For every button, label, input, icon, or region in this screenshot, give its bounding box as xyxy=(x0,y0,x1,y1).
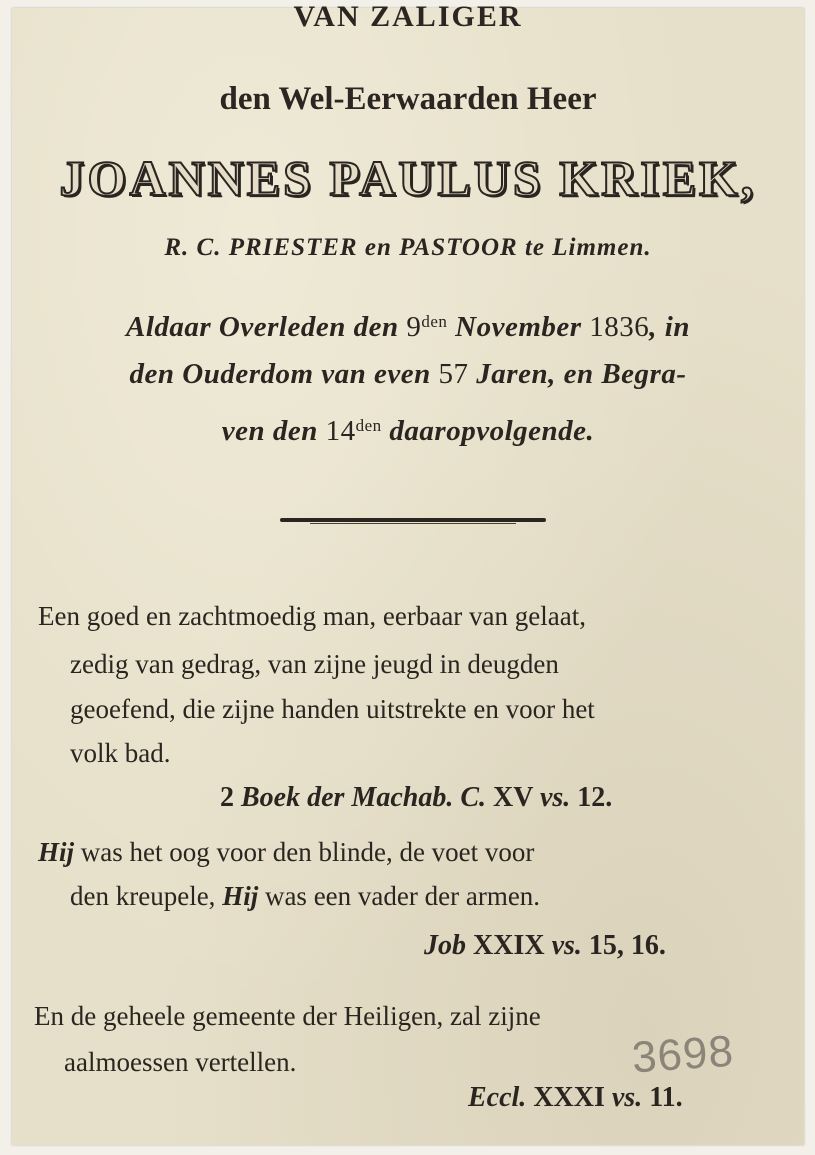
header-honorific: den Wel-Eerwaarden Heer xyxy=(219,81,597,117)
quote2-text-start: den kreupele, xyxy=(70,881,223,911)
ref2-verse-label: vs. xyxy=(551,930,582,961)
ref3-verse: 11. xyxy=(649,1082,683,1113)
death-line-3 xyxy=(12,404,804,453)
reference-machabees xyxy=(220,778,612,818)
age-value: 57 xyxy=(438,358,469,390)
quote2-hij-2: Hij xyxy=(222,881,259,911)
quote1-line-2: zedig van gedrag, van zijne jeugd in deugden xyxy=(70,649,559,679)
ref3-book: Eccl. xyxy=(468,1082,527,1113)
ref1-chapter: XV xyxy=(493,782,533,813)
quote2-line-2 xyxy=(12,876,815,916)
burial-day-suffix: den xyxy=(355,416,382,435)
death-month: November xyxy=(447,311,590,343)
ref1-number: 2 xyxy=(220,782,234,813)
death-text: Aldaar Overleden den xyxy=(126,311,407,343)
death-line-2 xyxy=(12,352,804,396)
archive-number: 3698 xyxy=(630,1026,736,1083)
ref2-chapter: XXIX xyxy=(473,930,545,961)
ref3-verse-label: vs. xyxy=(611,1082,643,1113)
age-text: den Ouderdom van even xyxy=(129,358,439,390)
quote1-line-3: geoefend, die zijne handen uitstrekte en voor het xyxy=(70,694,595,724)
death-text-end: , in xyxy=(649,311,690,343)
deceased-title: R. C. PRIESTER en PASTOOR te Limmen. xyxy=(164,234,652,261)
quote2-text: was het oog voor den blinde, de voet voor xyxy=(74,837,535,867)
quote2-line-1 xyxy=(12,832,815,872)
ref2-verse: 15, 16. xyxy=(588,930,666,961)
burial-text-end: daaropvolgende. xyxy=(381,415,595,447)
quote1-line-1: Een goed en zachtmoedig man, eerbaar van gelaat, xyxy=(38,601,586,631)
ref1-verse: 12. xyxy=(577,782,613,813)
ref3-chapter: XXXI xyxy=(533,1082,605,1113)
quote3-line-2: aalmoessen vertellen. xyxy=(64,1047,297,1077)
death-line-1 xyxy=(12,300,804,349)
ref1-verse-label: vs. xyxy=(539,782,571,813)
divider-rule xyxy=(280,518,546,522)
reference-job xyxy=(424,926,666,966)
quote2-text-end: was een vader der armen. xyxy=(258,881,541,911)
ref1-book: Boek der Machab. xyxy=(241,782,454,813)
ref2-book: Job xyxy=(424,930,466,961)
death-year: 1836 xyxy=(589,311,650,343)
quote1-line-4: volk bad. xyxy=(70,738,171,768)
ref1-chapter-label: C. xyxy=(460,782,487,813)
quote3-line-1: En de geheele gemeente der Heiligen, zal zijne xyxy=(34,1001,541,1031)
age-text-end: Jaren, en Begra- xyxy=(468,358,687,390)
memorial-card xyxy=(12,0,804,1145)
header-top-line: VAN ZALIGER xyxy=(293,0,523,33)
burial-day: 14 xyxy=(325,415,356,447)
deceased-name: JOANNES PAULUS KRIEK, xyxy=(59,150,757,206)
death-day-suffix: den xyxy=(421,312,448,331)
death-day: 9 xyxy=(406,311,422,343)
reference-ecclesiasticus xyxy=(468,1078,683,1118)
quote2-hij: Hij xyxy=(38,837,75,867)
burial-text: ven den xyxy=(221,415,326,447)
